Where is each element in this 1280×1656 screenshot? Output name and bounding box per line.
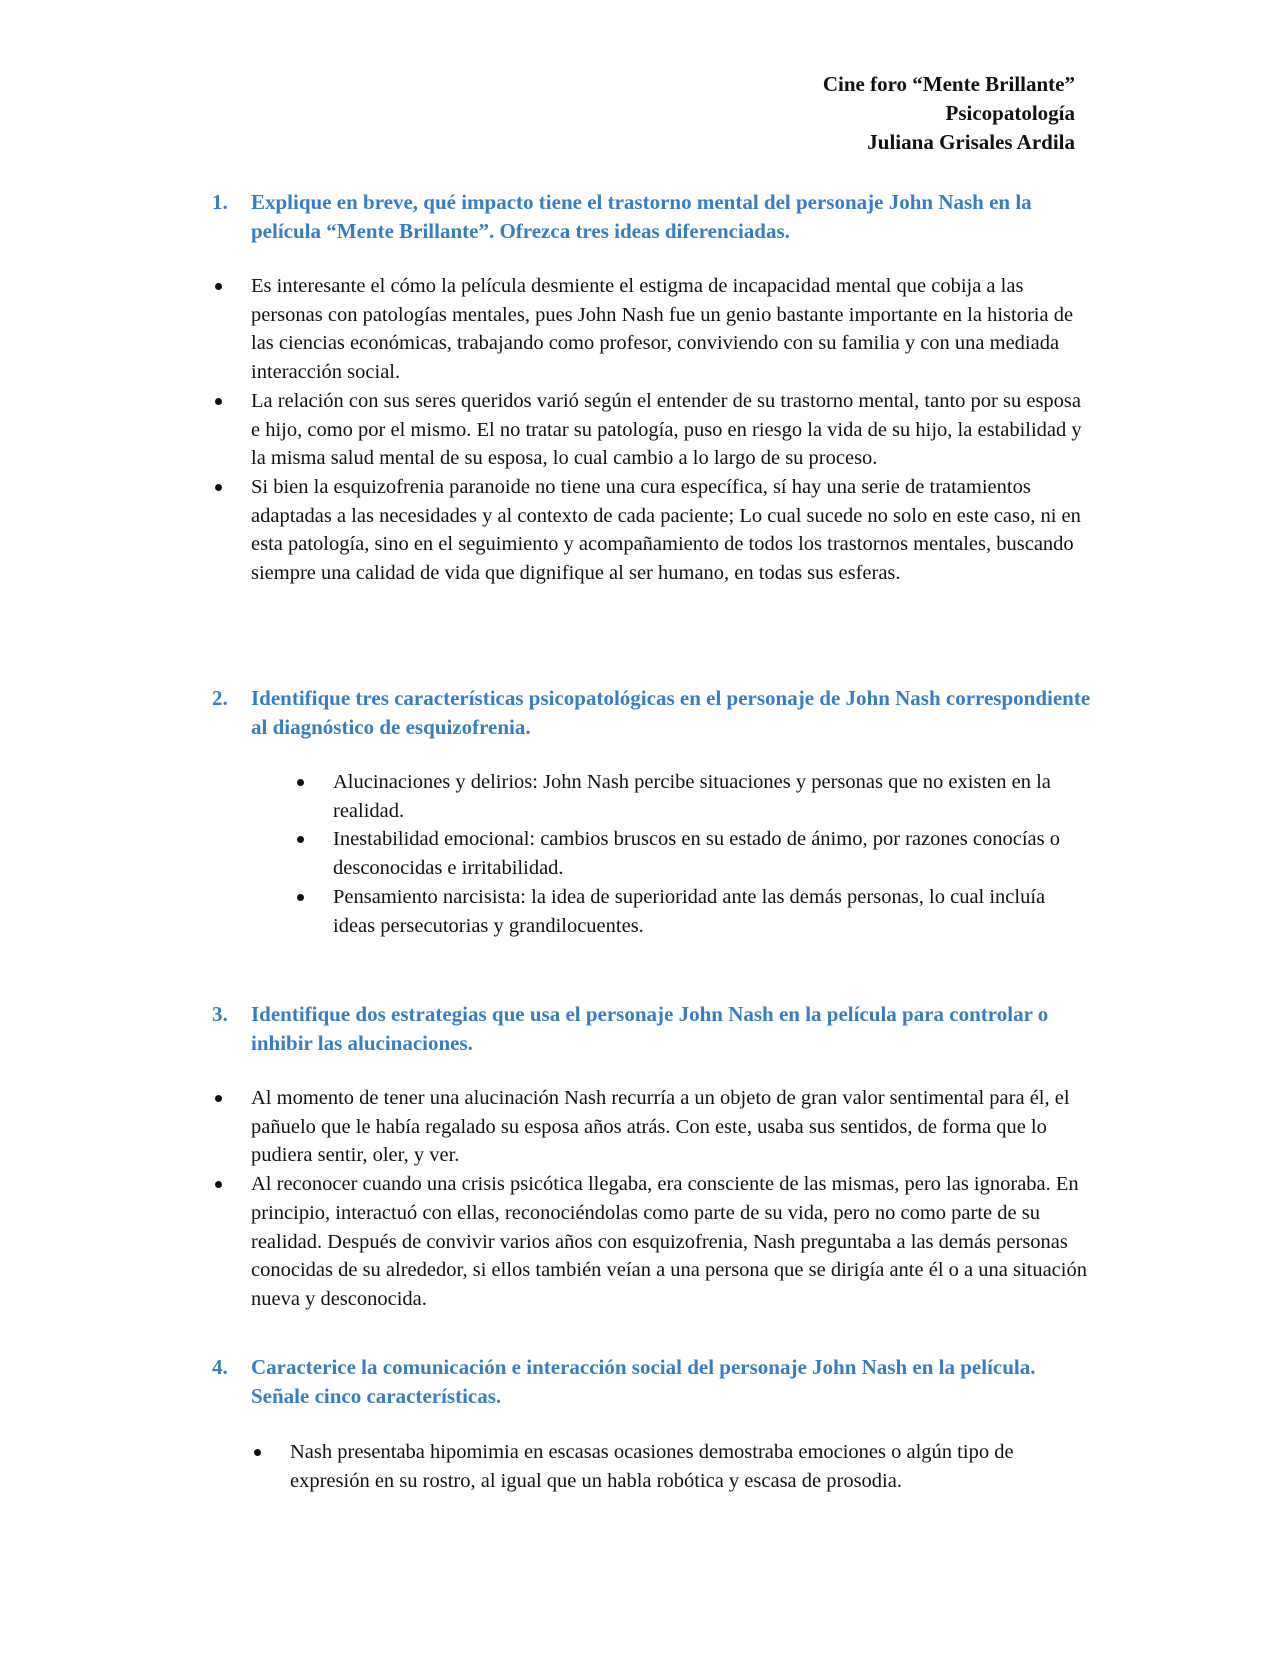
answer-list-3 bbox=[212, 1084, 1092, 1314]
answer-text: Inestabilidad emocional: cambios bruscos en su estado de ánimo, por razones conocías o desconocidas e irritabilidad. bbox=[333, 828, 1060, 880]
answer-list-2 bbox=[294, 768, 1092, 940]
answer-text: La relación con sus seres queridos varió según el entender de su trastorno mental, tanto por su esposa e hijo, como por el mismo. El no tratar su patología, puso en riesgo la vida de su hijo, la estabilidad y la misma salud mental de su esposa, lo cual cambio a lo largo de su proceso. bbox=[251, 389, 1082, 470]
answer-text: Al momento de tener una alucinación Nash recurría a un objeto de gran valor sentimental para él, el pañuelo que le había regalado su esposa años atrás. Con este, usaba sus sentidos, de forma que lo pudiera sentir, oler, y ver. bbox=[251, 1087, 1070, 1167]
list-item bbox=[294, 825, 1092, 882]
answer-list-1 bbox=[212, 272, 1092, 588]
question-2 bbox=[212, 684, 1092, 742]
answer-text: Es interesante el cómo la película desmiente el estigma de incapacidad mental que cobija a las personas con patologías mentales, pues John Nash fue un genio bastante importante en la historia de las ciencias económicas, trabajando como profesor, conviviendo con su familia y con una mediada interacción social. bbox=[251, 275, 1074, 384]
question-text: Explique en breve, qué impacto tiene el trastorno mental del personaje John Nash en la película “Mente Brillante”. Ofrezca tres ideas diferenciadas. bbox=[251, 190, 1032, 243]
answer-text: Si bien la esquizofrenia paranoide no tiene una cura específica, sí hay una serie de tratamientos adaptadas a las necesidades y al contexto de cada paciente; Lo cual sucede no solo en este caso, ni en esta patología, sino en el seguimiento y acompañamiento de todos los trastornos mentales, buscando siempre una calidad de vida que dignifique al ser humano, en todas sus esferas. bbox=[251, 475, 1081, 585]
list-item bbox=[294, 883, 1092, 940]
question-text: Caracterice la comunicación e interacción social del personaje John Nash en la película. Señale cinco características. bbox=[251, 1355, 1036, 1408]
list-item bbox=[212, 1170, 1092, 1314]
list-item bbox=[212, 387, 1092, 473]
question-number: 2. bbox=[212, 686, 228, 710]
list-item bbox=[251, 1438, 1092, 1495]
list-item bbox=[212, 1084, 1092, 1170]
list-item bbox=[294, 768, 1092, 825]
question-number: 3. bbox=[212, 1002, 228, 1026]
answer-text: Alucinaciones y delirios: John Nash percibe situaciones y personas que no existen en la realidad. bbox=[333, 771, 1051, 822]
answer-text: Al reconocer cuando una crisis psicótica llegaba, era consciente de las mismas, pero las ignoraba. En principio, interactuó con ellas, reconociéndolas como parte de su vida, pero no como parte de su realidad. Después de convivir varios años con esquizofrenia, Nash preguntaba a las demás personas conocidas de su alrededor, si ellos también veían a una persona que se dirigía ante él o a una situación nueva y desconocida. bbox=[251, 1173, 1087, 1310]
answer-list-4 bbox=[251, 1438, 1092, 1495]
answer-text: Nash presentaba hipomimia en escasas ocasiones demostraba emociones o algún tipo de expresión en su rostro, al igual que un habla robótica y escasa de prosodia. bbox=[290, 1441, 1014, 1492]
header-course: Psicopatología bbox=[945, 101, 1075, 125]
header-author: Juliana Grisales Ardila bbox=[867, 130, 1075, 154]
answer-text: Pensamiento narcisista: la idea de superioridad ante las demás personas, lo cual incluía ideas persecutorias y grandilocuentes. bbox=[333, 885, 1046, 937]
question-4 bbox=[212, 1353, 1092, 1411]
question-text: Identifique tres características psicopatológicas en el personaje de John Nash correspondiente al diagnóstico de esquizofrenia. bbox=[251, 686, 1091, 739]
header-title: Cine foro “Mente Brillante” bbox=[822, 72, 1075, 96]
question-1 bbox=[212, 188, 1092, 246]
question-text: Identifique dos estrategias que usa el personaje John Nash en la película para controlar o inhibir las alucinaciones. bbox=[251, 1002, 1049, 1055]
list-item bbox=[212, 473, 1092, 588]
list-item bbox=[212, 272, 1092, 387]
question-number: 1. bbox=[212, 190, 228, 214]
question-3 bbox=[212, 1000, 1092, 1058]
document-header bbox=[823, 70, 1075, 157]
question-number: 4. bbox=[212, 1355, 228, 1379]
